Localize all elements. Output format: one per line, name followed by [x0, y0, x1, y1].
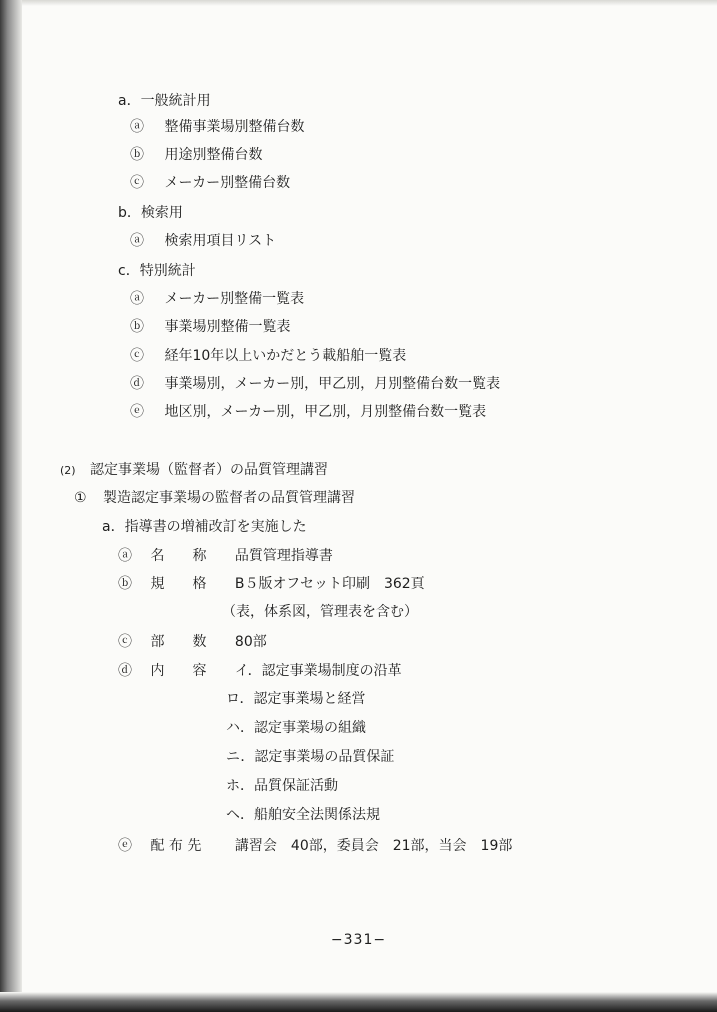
item-marker: ⓓ [130, 376, 144, 392]
list-item [130, 347, 406, 365]
field-label: 配 布 先 [150, 838, 202, 854]
item-text: メーカー別整備一覧表 [164, 291, 305, 307]
field-label: 名 称 [150, 548, 207, 564]
subsection-heading [74, 489, 355, 507]
item-text: 事業場別整備一覧表 [164, 319, 291, 335]
item-marker: ⓔ [130, 404, 144, 420]
item-text: 地区別，メーカー別，甲乙別，月別整備台数一覧表 [164, 404, 487, 420]
field-value: B５版オフセット印刷 362頁 [234, 576, 425, 592]
item-marker: ⓐ [130, 291, 144, 307]
field-label: 内 容 [150, 663, 207, 679]
list-item [130, 118, 304, 136]
field-value: 80部 [234, 634, 267, 650]
item-text: メーカー別整備台数 [164, 175, 291, 191]
item-text: 経年10年以上いかだとう載船舶一覧表 [164, 348, 407, 364]
item-marker: ⓒ [118, 634, 132, 650]
scan-edge-bottom [0, 992, 717, 1012]
scan-edge-top [0, 0, 717, 6]
subsection-number: ① [74, 490, 87, 506]
item-marker: ⓓ [118, 663, 132, 679]
contents-item: ロ．認定事業場と経営 [226, 691, 366, 707]
field-value: 品質管理指導書 [234, 548, 333, 564]
scan-edge-left [0, 0, 22, 1012]
item-marker: ⓐ [118, 548, 132, 564]
item-text: 事業場別，メーカー別，甲乙別，月別整備台数一覧表 [164, 376, 501, 392]
contents-item: ヘ．船舶安全法関係法規 [226, 807, 380, 823]
list-item [130, 174, 290, 192]
list-item [130, 146, 262, 164]
item-marker: ⓒ [130, 348, 144, 364]
section-number: (2) [60, 464, 76, 477]
field-row [118, 633, 267, 651]
subsection-a-heading: a．指導書の増補改訂を実施した [102, 519, 307, 535]
field-row [118, 837, 512, 855]
contents-item: ホ．品質保証活動 [226, 778, 338, 794]
list-item [130, 403, 486, 421]
section-title: 認定事業場（監督者）の品質管理講習 [90, 462, 329, 478]
section-2-heading [60, 461, 328, 480]
item-text: 用途別整備台数 [164, 147, 263, 163]
field-value: 講習会 40部，委員会 21部，当会 19部 [234, 838, 513, 854]
field-value-continuation: （表，体系図，管理表を含む） [222, 604, 418, 620]
item-marker: ⓒ [130, 175, 144, 191]
field-row [118, 547, 333, 565]
item-marker: ⓑ [130, 319, 144, 335]
page-number: −331− [330, 932, 387, 948]
field-label: 規 格 [150, 576, 207, 592]
section-b-heading: b．検索用 [118, 205, 183, 221]
contents-item: ニ．認定事業場の品質保証 [226, 749, 395, 765]
item-text: 整備事業場別整備台数 [164, 119, 305, 135]
list-item [130, 375, 500, 393]
subsection-title: 製造認定事業場の監督者の品質管理講習 [103, 490, 356, 506]
item-marker: ⓑ [130, 147, 144, 163]
contents-item: ハ．認定事業場の組織 [226, 720, 366, 736]
field-row [118, 662, 402, 680]
item-marker: ⓔ [118, 838, 132, 854]
item-marker: ⓐ [130, 119, 144, 135]
section-a-heading: a．一般統計用 [118, 93, 211, 109]
field-row [118, 575, 425, 593]
item-marker: ⓐ [130, 233, 144, 249]
item-marker: ⓑ [118, 576, 132, 592]
list-item [130, 232, 276, 250]
list-item [130, 318, 290, 336]
section-c-heading: c．特別統計 [118, 263, 196, 279]
field-label: 部 数 [150, 634, 207, 650]
list-item [130, 290, 304, 308]
field-value: イ．認定事業場制度の沿革 [234, 663, 402, 679]
item-text: 検索用項目リスト [164, 233, 277, 249]
